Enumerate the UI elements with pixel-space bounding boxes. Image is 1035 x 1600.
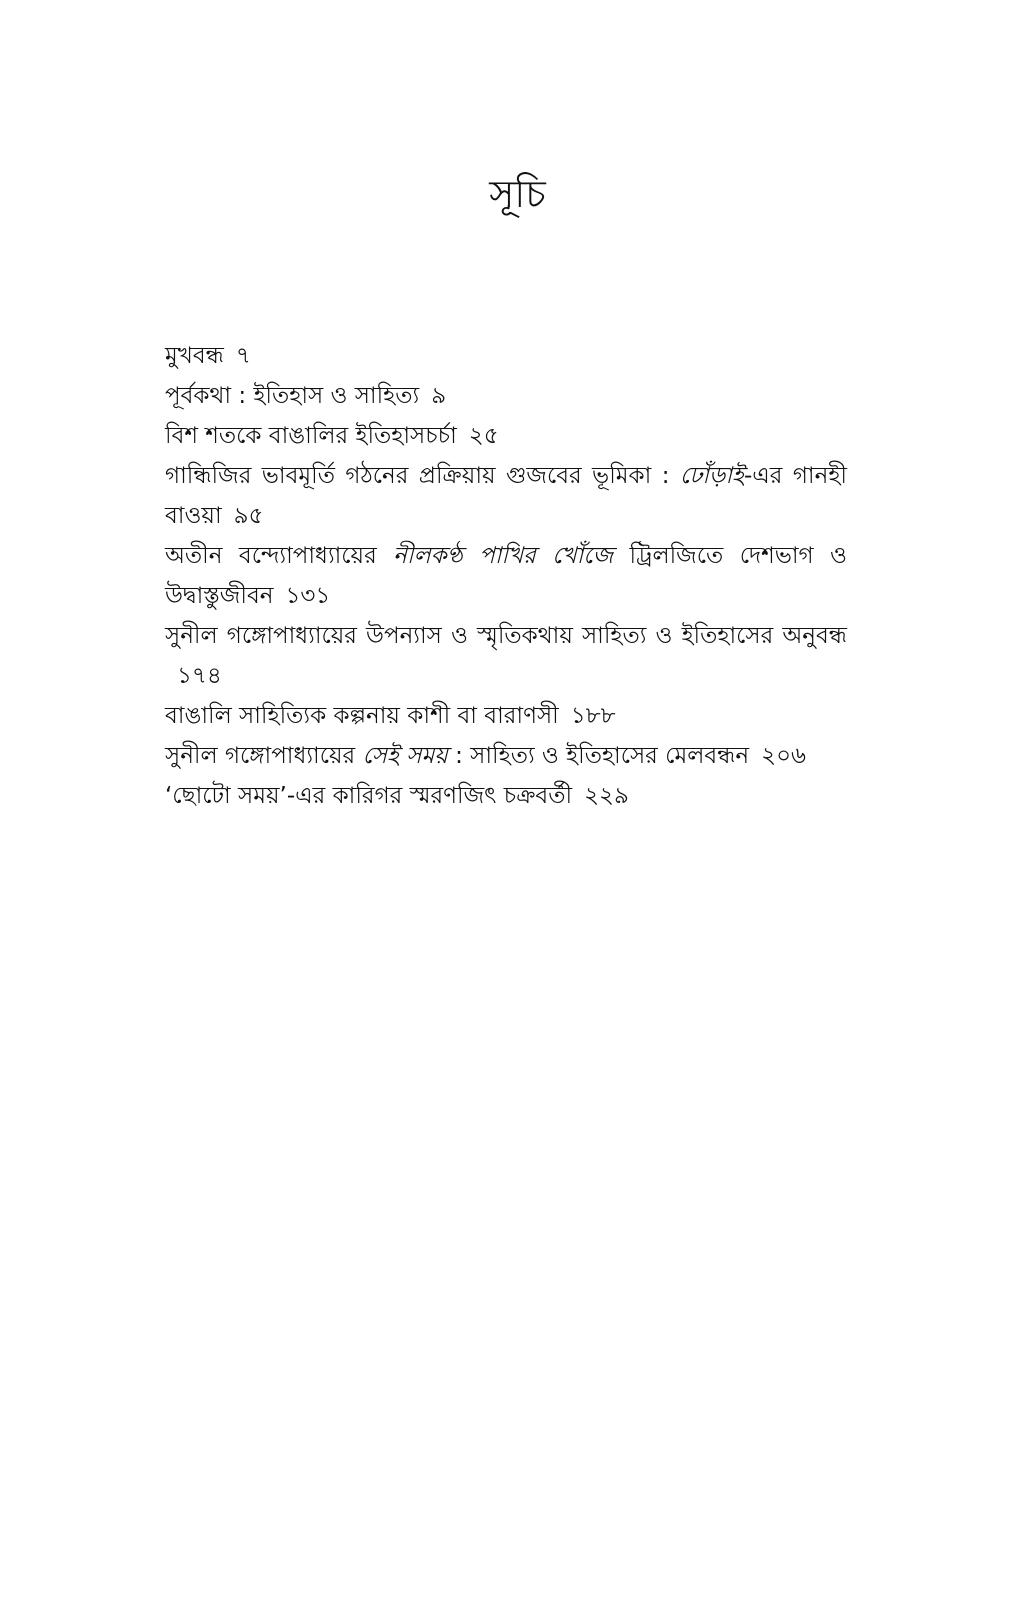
entry-title-italic: নীলকণ্ঠ পাখির খোঁজে: [393, 543, 614, 569]
entry-title: মুখবন্ধ: [165, 343, 224, 369]
entry-title: অতীন বন্দ্যোপাধ্যায়ের: [165, 543, 394, 569]
toc-entry: [165, 336, 847, 376]
entry-title: পূর্বকথা : ইতিহাস ও সাহিত্য: [165, 383, 420, 409]
entry-page-number: ২৫: [468, 423, 499, 449]
entry-title-italic: ঢোঁড়াই: [679, 463, 744, 489]
toc-entry: [165, 416, 847, 456]
entry-page-number: ১৩১: [285, 583, 331, 609]
entry-title-rest: : সাহিত্য ও ইতিহাসের মেলবন্ধন: [447, 743, 750, 769]
entry-title: বিশ শতকে বাঙালির ইতিহাসচর্চা: [165, 423, 457, 449]
entry-title-italic: সেই সময়: [362, 743, 448, 769]
entry-page-number: ৯: [431, 383, 447, 409]
entry-title: সুনীল গঙ্গোপাধ্যায়ের: [165, 743, 363, 769]
page-title: সূচি: [489, 172, 546, 216]
toc-entry: [165, 736, 847, 776]
toc-entry: [165, 456, 847, 536]
entry-title-rest: -এর গানহী বাওয়া: [165, 463, 847, 529]
entry-title: ‘ছোটো সময়’-এর কারিগর স্মরণজিৎ চক্রবর্তী: [165, 783, 573, 809]
entry-page-number: ১৮৮: [570, 703, 616, 729]
entry-title-rest: ট্রিলজিতে দেশভাগ ও উদ্বাস্তুজীবন: [165, 543, 847, 609]
entry-page-number: ১৭৪: [177, 663, 222, 689]
toc-entry: [165, 536, 847, 616]
entry-page-number: ২২৯: [584, 783, 629, 809]
toc-entry: [165, 616, 847, 696]
toc-entry: [165, 776, 847, 816]
entry-page-number: ২০৬: [761, 743, 806, 769]
entry-page-number: ৯৫: [233, 503, 264, 529]
entry-title: গান্ধিজির ভাবমূর্তি গঠনের প্রক্রিয়ায় গুজবের ভূমিকা :: [165, 463, 680, 489]
entry-page-number: ৭: [235, 343, 251, 369]
toc-entry: [165, 696, 847, 736]
entry-title: বাঙালি সাহিত্যিক কল্পনায় কাশী বা বারাণসী: [165, 703, 559, 729]
toc-entry: [165, 376, 847, 416]
table-of-contents: [165, 336, 847, 816]
entry-title: সুনীল গঙ্গোপাধ্যায়ের উপন্যাস ও স্মৃতিকথায় সাহিত্য ও ইতিহাসের অনুবন্ধ: [165, 623, 847, 649]
